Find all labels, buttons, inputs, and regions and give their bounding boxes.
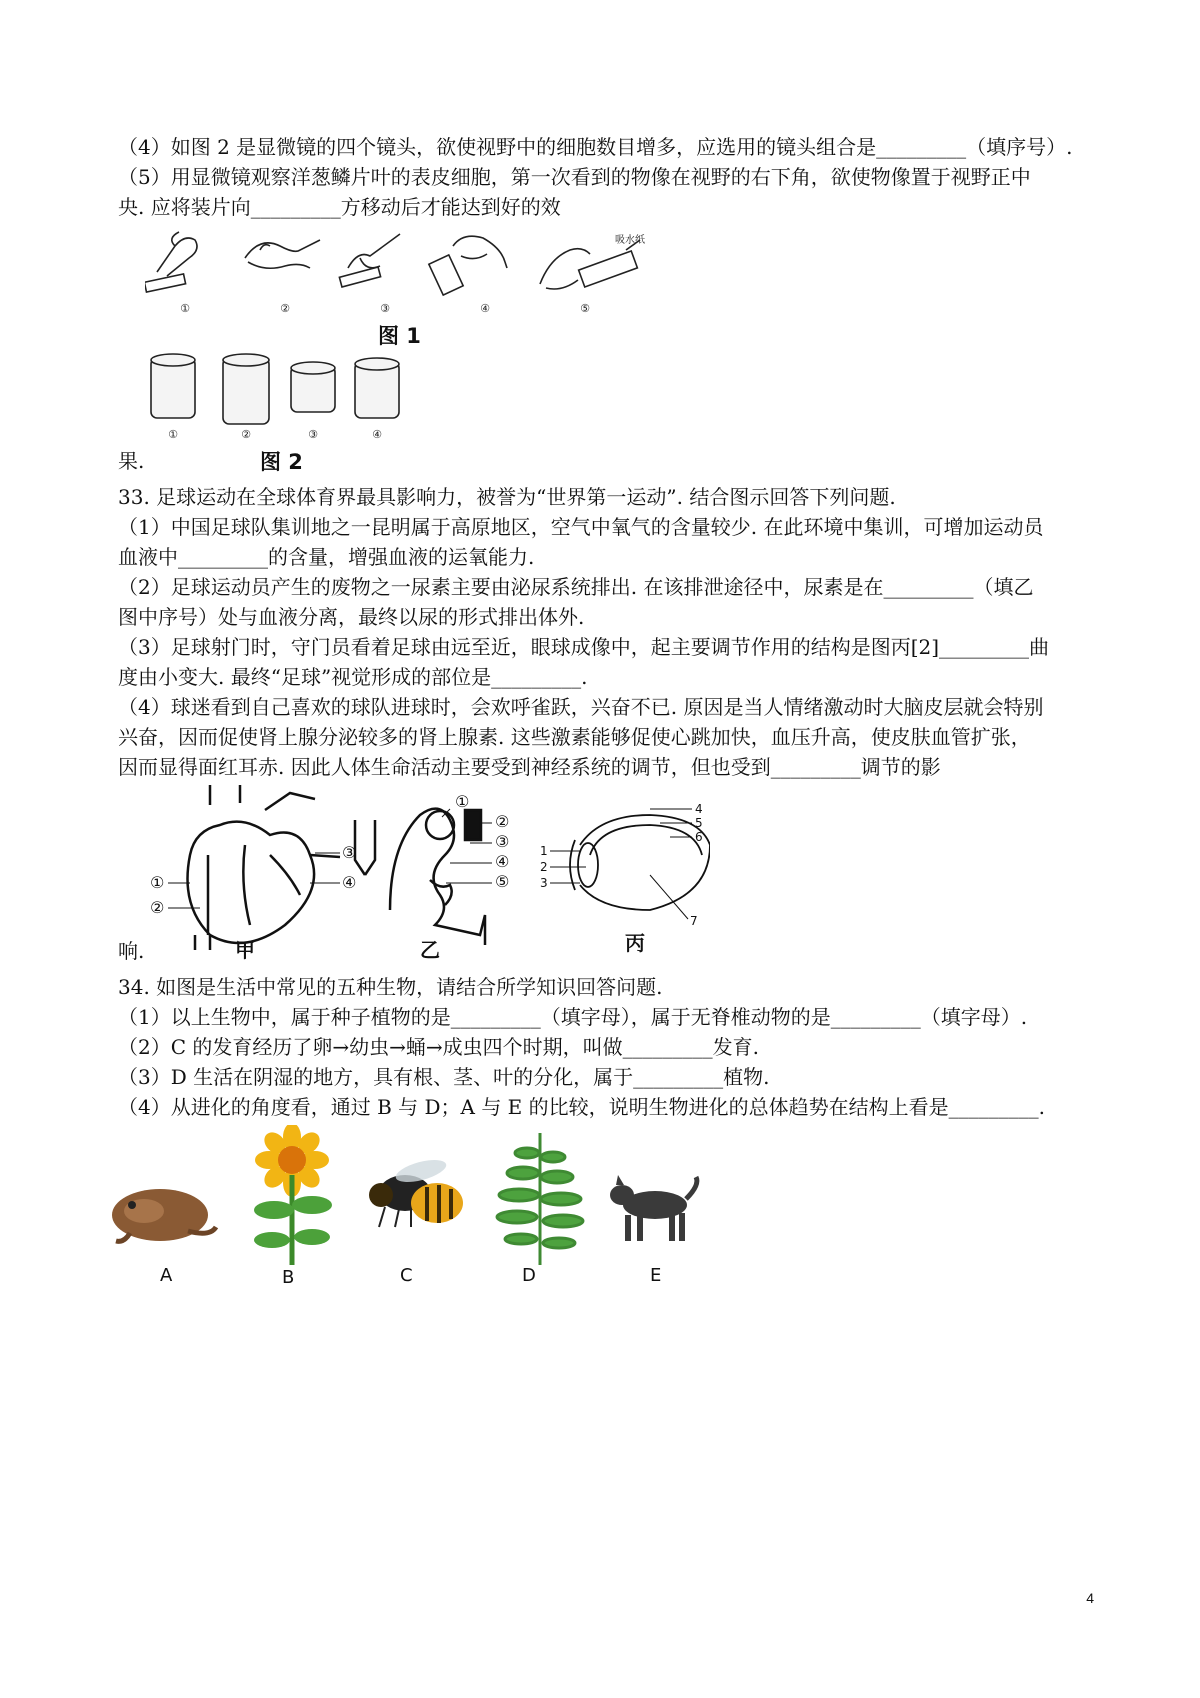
heart-diagram: [188, 785, 341, 950]
diagrams-jia-yi-bing: [150, 785, 710, 960]
heart-label-3: ③: [342, 843, 357, 862]
lens-2-number: ②: [241, 428, 251, 441]
q34-1-text: （1）以上生物中，属于种子植物的是_________（填字母），属于无脊椎动物的是_________（填字母）.: [118, 1005, 1028, 1029]
lens-1-icon: [151, 354, 195, 418]
fern-icon: [497, 1133, 583, 1265]
figure-2-lenses: [145, 350, 435, 445]
q34-title: 34. 如图是生活中常见的五种生物，请结合所学知识回答问题.: [118, 975, 663, 999]
heart-caption: 甲: [235, 938, 255, 960]
eye-label-5: 5: [695, 816, 703, 830]
organism-label-b: B: [282, 1267, 295, 1288]
q33-2-text-b: 图中序号）处与血液分离，最终以尿的形式排出体外.: [118, 605, 585, 629]
nephron-caption: 乙: [420, 938, 440, 960]
heart-label-1: ①: [150, 873, 165, 892]
q33-3-text-b: 度由小变大. 最终“足球”视觉形成的部位是_________.: [118, 665, 588, 689]
step-4-drawing: [429, 236, 507, 295]
nephron-label-1: ①: [455, 792, 470, 811]
q33-4-text-b: 兴奋，因而促使肾上腺分泌较多的肾上腺素. 这些激素能够促使心跳加快，血压升高，使皮肤血管扩张，: [118, 725, 1031, 749]
organism-label-d: D: [522, 1265, 536, 1286]
q32-5-text-a: （5）用显微镜观察洋葱鳞片叶的表皮细胞，第一次看到的物像在视野的右下角，欲使物像置于视野正中: [118, 165, 1031, 189]
q33-1-text-b: 血液中_________的含量，增强血液的运氧能力.: [118, 545, 535, 569]
eye-label-2: 2: [540, 860, 548, 874]
nephron-label-2: ②: [495, 812, 510, 831]
step-2-number: ②: [280, 302, 290, 315]
step-1-number: ①: [180, 302, 190, 315]
figure-1-caption: 图 1: [378, 324, 421, 348]
nephron-diagram: [355, 809, 485, 945]
nephron-label-5: ⑤: [495, 872, 510, 891]
lens-2-icon: [223, 354, 269, 424]
dog-icon: [610, 1175, 697, 1241]
step-5-drawing: [540, 240, 640, 289]
eye-label-7: 7: [690, 914, 698, 928]
page-number: 4: [1086, 1590, 1094, 1606]
q34-2-text: （2）C 的发育经历了卵→幼虫→蛹→成虫四个时期，叫做_________发育.: [118, 1035, 760, 1059]
lens-3-icon: [291, 362, 335, 412]
step-4-number: ④: [480, 302, 490, 315]
step-5-number: ⑤: [580, 302, 590, 315]
eye-diagram: [570, 815, 710, 910]
q33-1-text-a: （1）中国足球队集训地之一昆明属于高原地区，空气中氧气的含量较少. 在此环境中集训，可增加运动员: [118, 515, 1044, 539]
heart-label-4: ④: [342, 873, 357, 892]
eye-label-4: 4: [695, 802, 703, 816]
q32-4-text: （4）如图 2 是显微镜的四个镜头，欲使视野中的细胞数目增多，应选用的镜头组合是_________（填序号）.: [118, 135, 1073, 159]
organism-label-c: C: [400, 1265, 413, 1286]
lens-1-number: ①: [168, 428, 178, 441]
q34-3-text: （3）D 生活在阴湿的地方，具有根、茎、叶的分化，属于_________植物.: [118, 1065, 770, 1089]
organism-label-e: E: [650, 1265, 662, 1286]
blotting-paper-label: 吸水纸: [615, 235, 645, 246]
lens-3-number: ③: [308, 428, 318, 441]
q33-4-text-d: 响.: [118, 939, 145, 963]
q33-4-text-a: （4）球迷看到自己喜欢的球队进球时，会欢呼雀跃，兴奋不已. 原因是当人情绪激动时大脑皮层就会特别: [118, 695, 1044, 719]
nephron-label-4: ④: [495, 852, 510, 871]
step-2-drawing: [245, 240, 320, 268]
nephron-label-3: ③: [495, 832, 510, 851]
q32-5-text-b: 央. 应将装片向_________方移动后才能达到好的效: [118, 195, 561, 219]
q33-4-text-c: 因而显得面红耳赤. 因此人体生命活动主要受到神经系统的调节，但也受到_________调节的影: [118, 755, 941, 779]
sunflower-icon: [254, 1125, 332, 1265]
bee-icon: [369, 1156, 463, 1227]
frog-icon: [112, 1189, 216, 1241]
step-1-drawing: [145, 232, 197, 292]
heart-label-2: ②: [150, 898, 165, 917]
step-3-drawing: [339, 234, 400, 287]
organism-label-a: A: [160, 1265, 173, 1286]
organisms-figure: [110, 1125, 730, 1300]
q33-2-text-a: （2）足球运动员产生的废物之一尿素主要由泌尿系统排出. 在该排泄途径中，尿素是在_________（填乙: [118, 575, 1034, 599]
eye-label-6: 6: [695, 830, 703, 844]
step-3-number: ③: [380, 302, 390, 315]
figure-2-caption: 图 2: [260, 450, 303, 474]
q34-4-text: （4）从进化的角度看，通过 B 与 D；A 与 E 的比较，说明生物进化的总体趋势在结构上看是_________.: [118, 1095, 1046, 1119]
lens-4-icon: [355, 358, 399, 418]
q33-title: 33. 足球运动在全球体育界最具影响力，被誉为“世界第一运动”. 结合图示回答下列问题.: [118, 485, 896, 509]
lens-4-number: ④: [372, 428, 382, 441]
eye-caption: 丙: [625, 931, 645, 955]
q32-5-text-c: 果.: [118, 449, 145, 473]
q33-3-text-a: （3）足球射门时，守门员看着足球由远至近，眼球成像中，起主要调节作用的结构是图丙[2]_________曲: [118, 635, 1050, 659]
eye-label-3: 3: [540, 876, 548, 890]
eye-label-1: 1: [540, 844, 548, 858]
